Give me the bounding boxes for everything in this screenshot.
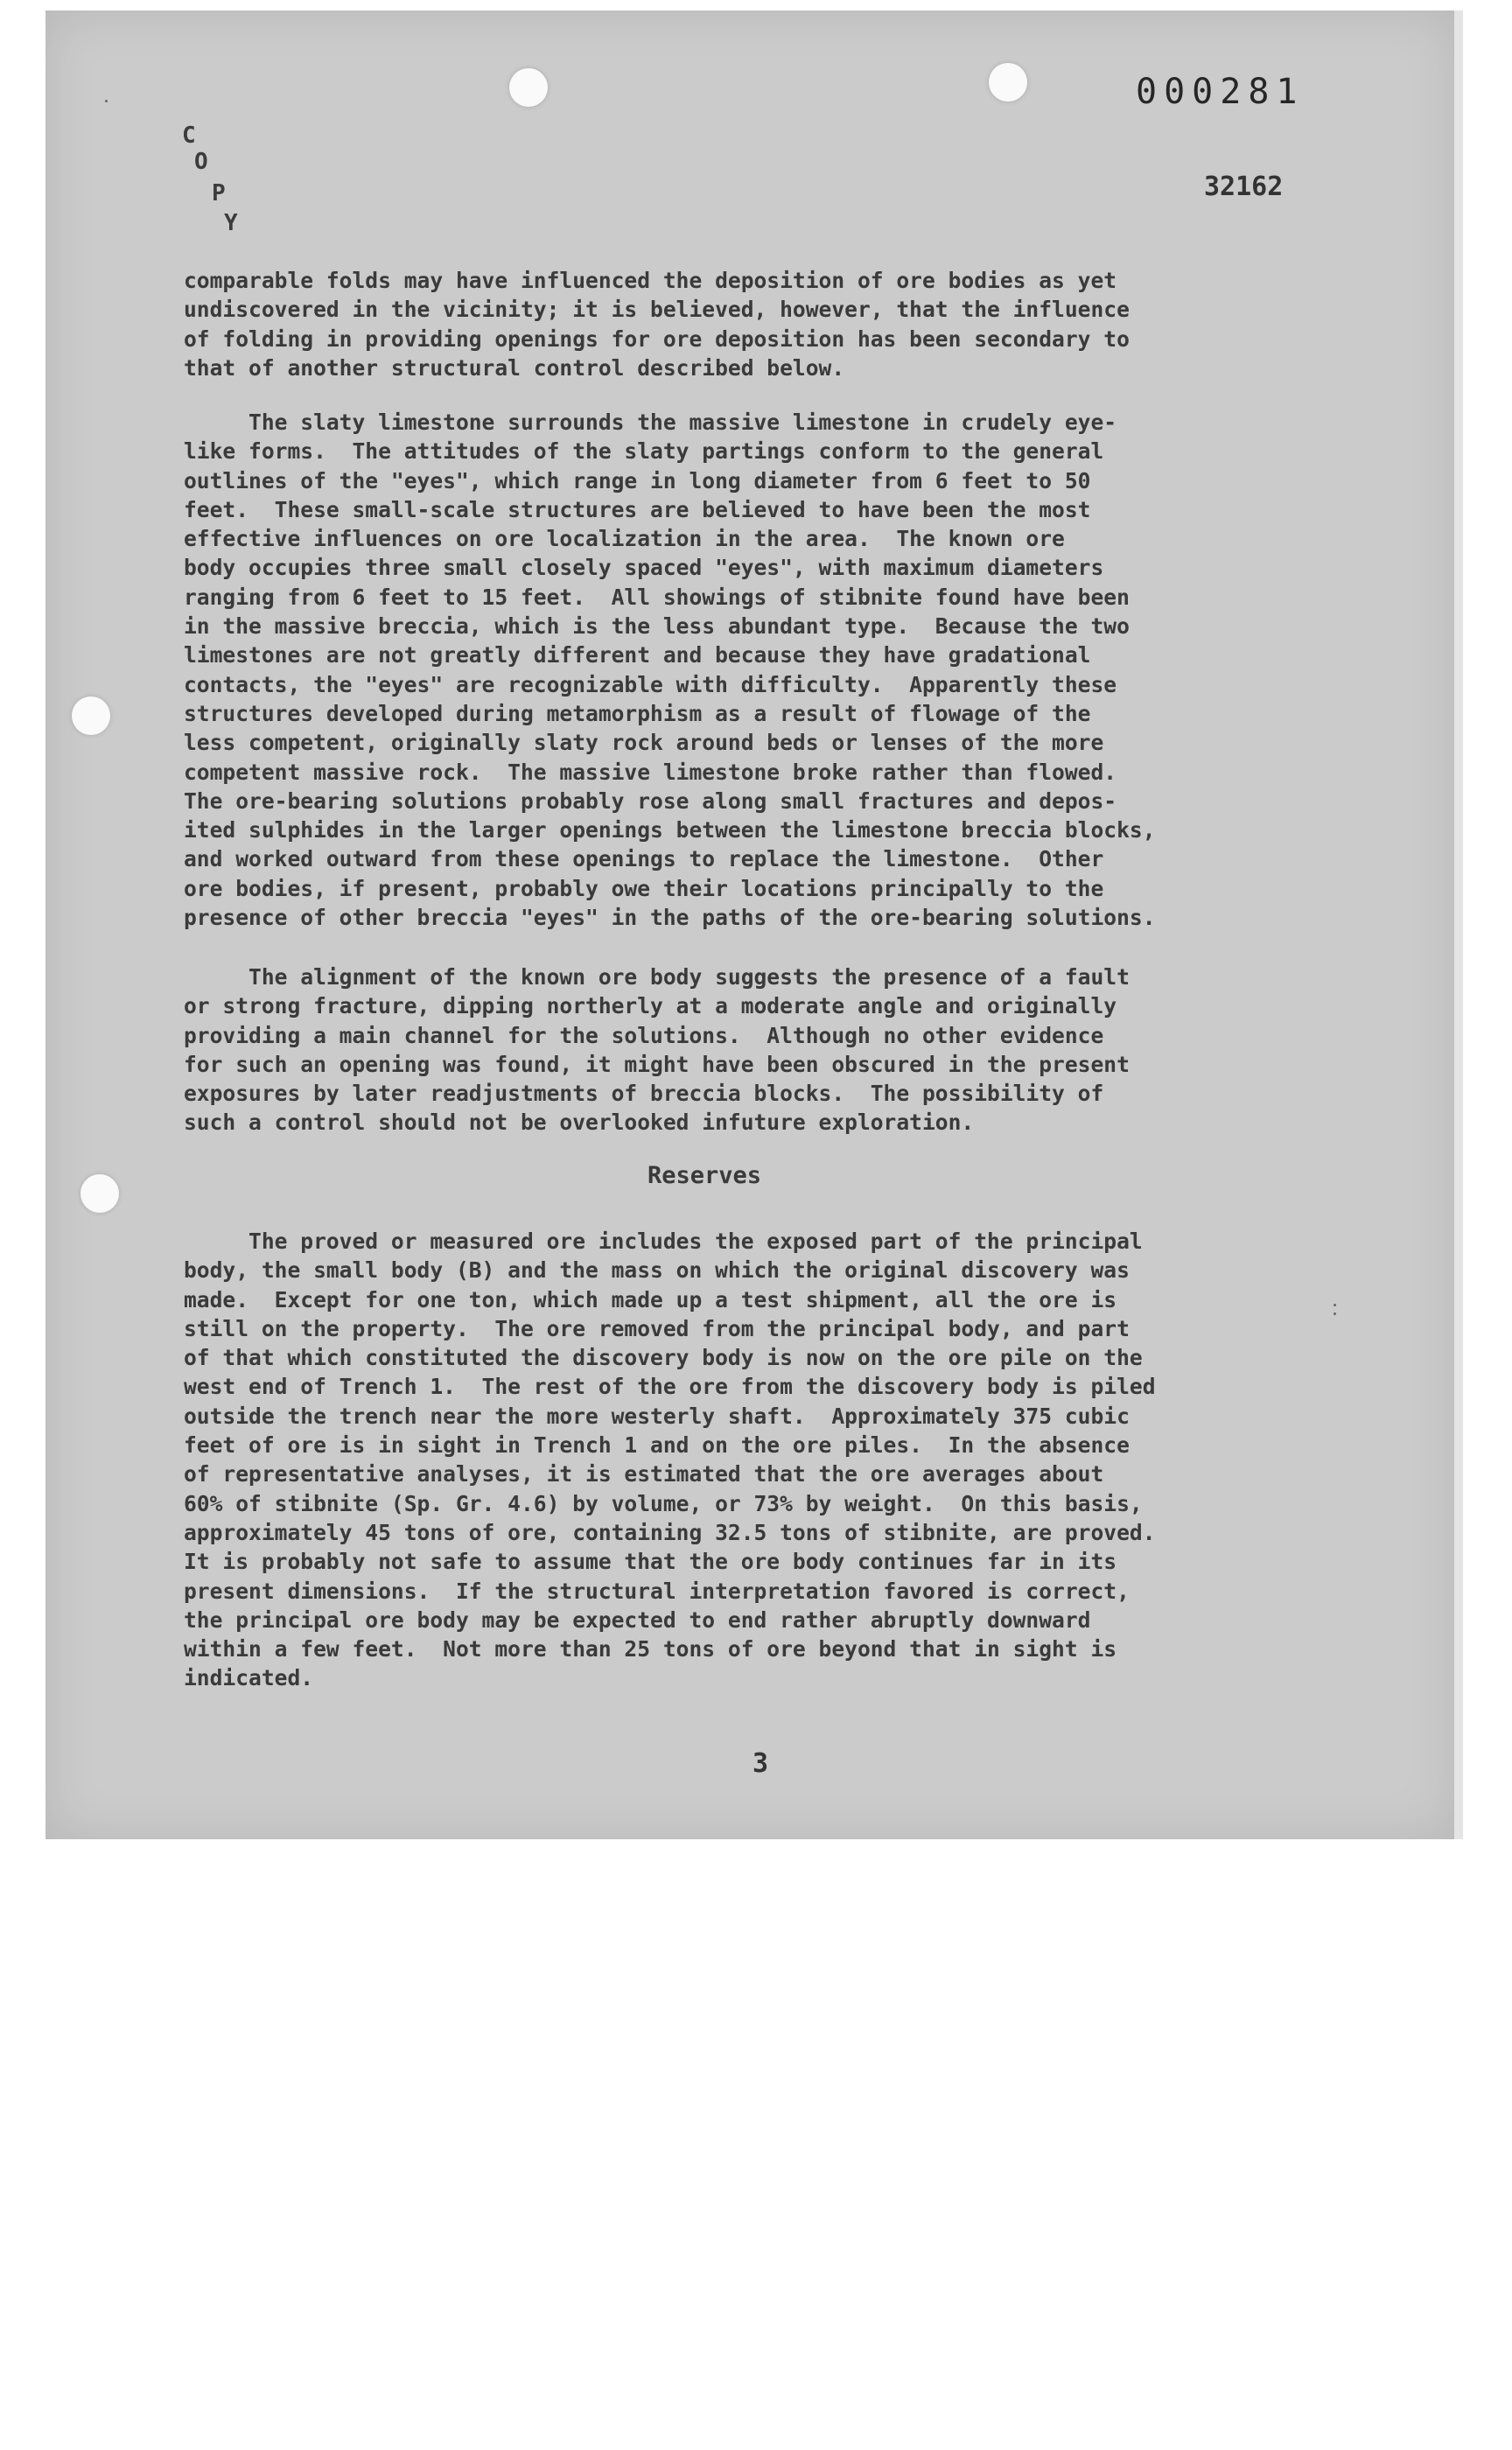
page-number: 3	[752, 1748, 769, 1779]
punch-hole-top-left	[509, 68, 548, 107]
punch-hole-mid-lower	[80, 1174, 119, 1213]
punch-hole-mid-upper	[72, 696, 110, 735]
scan-speck	[105, 100, 108, 102]
copy-stamp-letter-p: P	[212, 180, 226, 206]
paragraph-1: comparable folds may have influenced the deposition of ore bodies as yet undiscovered in the vicinity; it is believed, however, that the influence of folding in providing openings for ore deposition has been secondary to that of another structural control described below.	[184, 268, 1130, 381]
paragraph-4: The proved or measured ore includes the exposed part of the principal body, the small body (B) and the mass on which the original discovery was made. Except for one ton, which made up a test shipment, all the ore is still on the property. The ore removed from the principal body, and part of that which constituted the discovery body is now on the ore pile on the west end of Trench 1. The rest of the ore from the discovery body is piled outside the trench near the more westerly shaft. Approximately 375 cubic feet of ore is in sight in Trench 1 and on the ore piles. In the absence of representative analyses, it is estimated that the ore averages about 60% of stibnite (Sp. Gr. 4.6) by volume, or 73% by weight. On this basis, approximately 45 tons of ore, containing 32.5 tons of stibnite, are proved. It is probably not safe to assume that the ore body continues far in its present dimensions. If the structural interpretation favored is correct, the principal ore body may be expected to end rather abruptly downward within a few feet. Not more than 25 tons of ore beyond that in sight is indicated.	[184, 1228, 1156, 1691]
document-number: 000281	[1136, 72, 1305, 112]
scan-speck	[1334, 1304, 1336, 1306]
paragraph-3: The alignment of the known ore body suggests the presence of a fault or strong fracture, dipping northerly at a moderate angle and originally providing a main channel for the solutions. Although no other evidence for such an opening was found, it might have been obscured in the present exposures by later readjustments of breccia blocks. The possibility of such a control should not be overlooked infuture exploration.	[184, 964, 1130, 1136]
copy-stamp-letter-y: Y	[224, 210, 238, 236]
scan-speck	[1334, 1312, 1336, 1315]
punch-hole-top-right	[989, 63, 1027, 102]
paragraph-2: The slaty limestone surrounds the massive limestone in crudely eye- like forms. The attitudes of the slaty partings conform to the general outlines of the "eyes", which range in long diameter from 6 feet to 50 feet. These small-scale structures are believed to have been the most effective influences on ore localization in the area. The known ore body occupies three small closely spaced "eyes", with maximum diameters ranging from 6 feet to 15 feet. All showings of stibnite found have been in the massive breccia, which is the less abundant type. Because the two limestones are not greatly different and because they have gradational contacts, the "eyes" are recognizable with difficulty. Apparently these structures developed during metamorphism as a result of flowage of the less competent, originally slaty rock around beds or lenses of the more competent massive rock. The massive limestone broke rather than flowed. The ore-bearing solutions probably rose along small fractures and depos- ited sulphides in the larger openings between the limestone breccia blocks, and worked outward from these openings to replace the limestone. Other ore bodies, if present, probably owe their locations principally to the presence of other breccia "eyes" in the paths of the ore-bearing solutions.	[184, 410, 1156, 931]
reference-number: 32162	[1204, 172, 1284, 202]
section-heading: Reserves	[648, 1162, 762, 1189]
copy-stamp-letter-c: C	[182, 122, 196, 149]
copy-stamp-letter-o: O	[194, 149, 208, 175]
